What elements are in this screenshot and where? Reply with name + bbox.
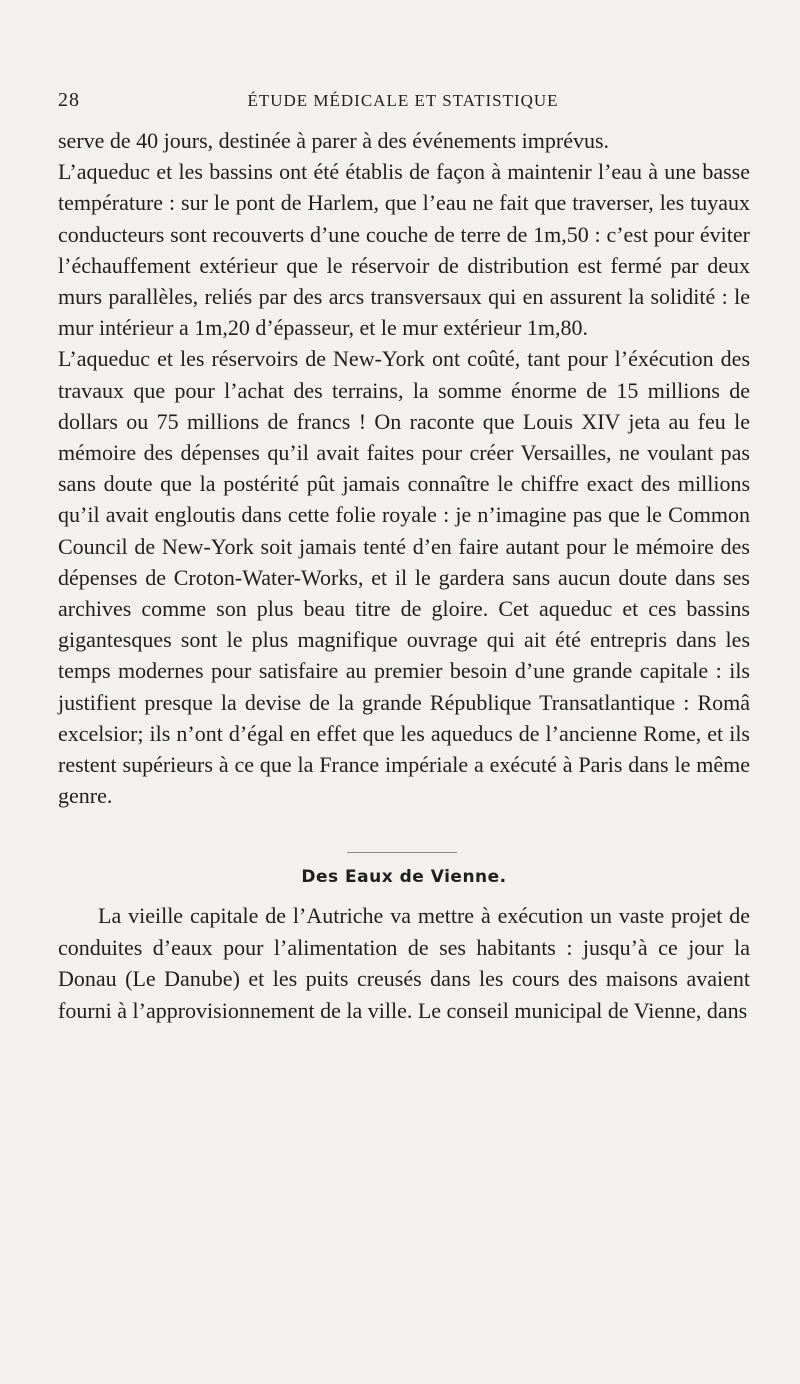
section-title: Des Eaux de Vienne. <box>301 867 507 887</box>
running-title: ÉTUDE MÉDICALE ET STATISTIQUE <box>247 91 559 110</box>
paragraph-2: L’aqueduc et les bassins ont été établis de façon à maintenir l’eau à une basse température : sur le pont de Harlem, que l’eau ne fait que traverser, les tuyaux conducteurs sont recouverts d’une couche de terre de 1m,50 : c’est pour éviter l’échauffement extérieur que le réservoir de distribution est fermé par deux murs parallèles, reliés par des arcs transversaux qui en assurent la solidité : le mur intérieur a 1m,20 d’épasseur, et le mur extérieur 1m,80. <box>58 159 750 341</box>
paragraph-1: serve de 40 jours, destinée à parer à des événements imprévus. <box>58 128 610 153</box>
section-paragraph: La vieille capitale de l’Autriche va mettre à exécution un vaste projet de conduites d’eaux pour l’alimentation de ses habitants : jusqu’à ce jour la Donau (Le Danube) et les puits creusés dans les cours des maisons avaient fourni à l’approvisionnement de la ville. Le conseil municipal de Vienne, dans <box>58 903 750 1023</box>
paragraph-3: L’aqueduc et les réservoirs de New-York ont coûté, tant pour l’éxécution des travaux que pour l’achat des terrains, la somme énorme de 15 millions de dollars ou 75 millions de francs ! On raconte que Louis XIV jeta au feu le mémoire des dépenses qu’il avait faites pour créer Versailles, ne voulant pas sans doute que la postérité pût jamais connaître le chiffre exact des millions qu’il avait engloutis dans cette folie royale : je n’imagine pas que le Common Council de New-York soit jamais tenté d’en faire autant pour le mémoire des dépenses de Croton-Water-Works, et il le gardera sans aucun doute dans ses archives comme son plus beau titre de gloire. Cet aqueduc et ces bassins gigantesques sont le plus magnifique ouvrage qui ait été entrepris dans les temps modernes pour satisfaire au premier besoin d’une grande capitale : ils justifient presque la devise de la grande République Transatlantique : Româ excelsior; ils n’ont d’égal en effet que les aqueducs de l’ancienne Rome, et ils restent supérieurs à ce que la France impériale a exécuté à Paris dans le même genre. <box>58 346 750 809</box>
main-text <box>58 125 750 811</box>
page-number: 28 <box>58 89 80 111</box>
section-divider <box>347 852 457 853</box>
page-header <box>58 89 748 119</box>
section-body <box>58 900 750 1026</box>
